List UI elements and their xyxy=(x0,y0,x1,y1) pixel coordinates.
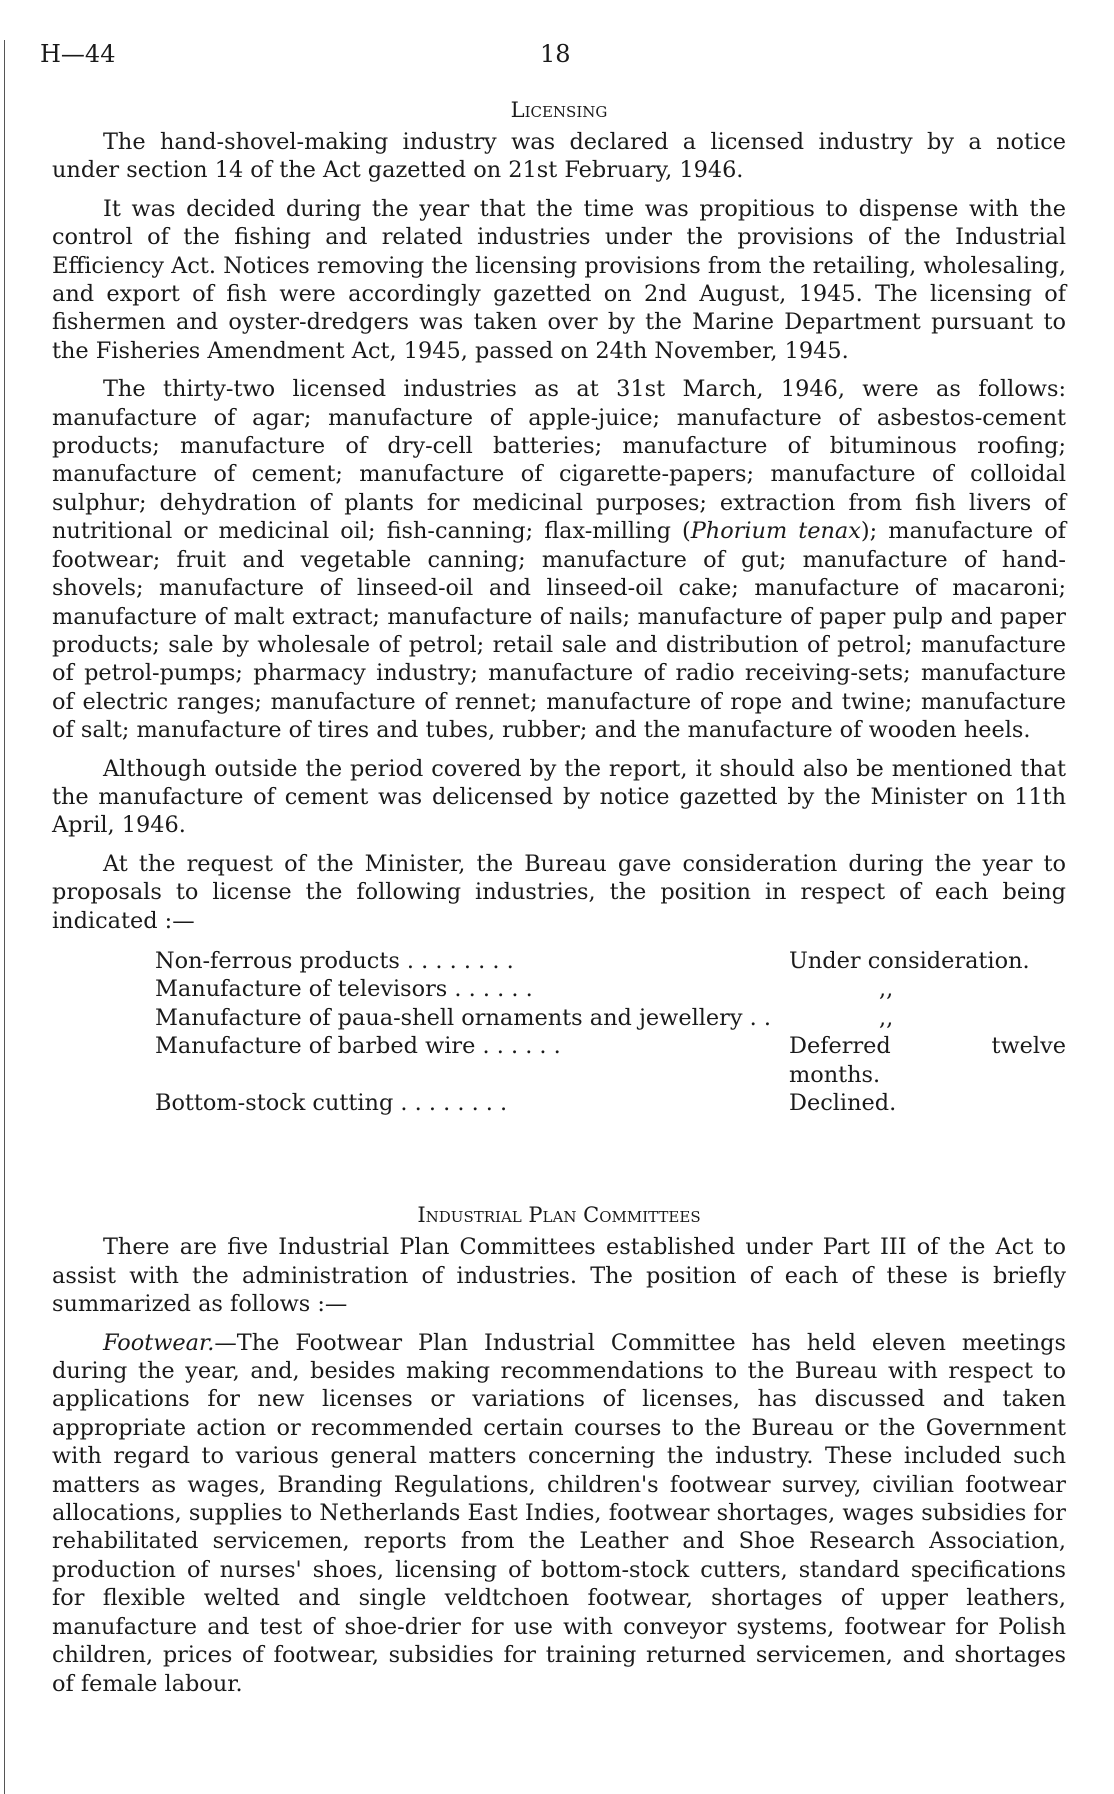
industry-status: Under consideration. xyxy=(789,947,1030,974)
licensing-paragraph-2: It was decided during the year that the time was propitious to dispense with the control of the fishing and related industries under the provisions of the Industrial Efficiency Act. Notices removing the licensing provisions from the retailing, wholesaling, and export of fish were accordingly gazetted on 2nd August, 1945. The licensing of fishermen and oyster-dredgers was taken over by the Marine Department pursuant to the Fisheries Amendment Act, 1945, passed on 24th November, 1945. xyxy=(52,195,1066,364)
body-text xyxy=(52,96,1066,1708)
scan-edge-line xyxy=(4,40,5,1794)
list-item xyxy=(52,1089,1066,1117)
industry-status: ,, xyxy=(879,1004,894,1031)
licensed-industries-text-a: The thirty-two licensed industries as at 31st March, 1946, were as follows: manufacture of agar; manufacture of apple-juice; manufacture of asbestos-cement products; manufacture of dry-cell batteries; manufacture of bituminous roofing; manufacture of cement; manufacture of cigarette-papers; manufacture of colloidal sulphur; dehydration of plants for medicinal purposes; extraction from fish livers of nutritional or medicinal oil; fish-canning; flax-milling ( xyxy=(52,376,1066,545)
industry-name: Manufacture of televisors . . . . . . xyxy=(155,976,533,1003)
industry-name: Non-ferrous products . . . . . . . . xyxy=(155,947,514,974)
industry-status: Declined. xyxy=(789,1090,897,1116)
industry-name: Bottom-stock cutting . . . . . . . . xyxy=(155,1090,508,1116)
licensing-paragraph-4: Although outside the period covered by the report, it should also be mentioned that the manufacture of cement was delicensed by notice gazetted by the Minister on 11th April, 1946. xyxy=(52,755,1066,839)
industry-status: Deferred twelve months. xyxy=(789,1033,1066,1088)
section-spacer xyxy=(52,1117,1066,1201)
ipc-heading: Industrial Plan Committees xyxy=(417,1203,701,1228)
industry-name: Manufacture of paua-shell ornaments and jewellery . . xyxy=(155,1004,771,1031)
licensing-heading: Licensing xyxy=(510,98,608,122)
ipc-paragraph-1: There are five Industrial Plan Committees established under Part III of the Act to assist with the administration of industries. The position of each of these is briefly summarized as follows :— xyxy=(52,1234,1066,1318)
footwear-paragraph xyxy=(52,1329,1066,1698)
industry-status: ,, xyxy=(879,976,894,1003)
industry-name: Manufacture of barbed wire . . . . . . xyxy=(155,1033,561,1060)
list-item xyxy=(52,975,1066,1003)
page-number: 18 xyxy=(540,40,571,68)
footwear-text: —The Footwear Plan Industrial Committee has held eleven meetings during the year, and, besides making recommendations to the Bureau with respect to applications for new licenses or variations of licenses, has discussed and taken appropriate action or recommended certain courses to the Bureau or the Government with regard to various general matters concerning the industry. These included such matters as wages, Branding Regulations, children's footwear survey, civilian footwear allocations, supplies to Netherlands East Indies, footwear shortages, wages subsidies for rehabilitated servicemen, reports from the Leather and Shoe Research Association, production of nurses' shoes, licensing of bottom-stock cutters, standard specifications for flexible welted and single veldtchoen footwear, shortages of upper leathers, manufacture and test of shoe-drier for use with conveyor systems, footwear for Polish children, prices of footwear, subsidies for training returned servicemen, and shortages of female labour. xyxy=(52,1329,1066,1697)
licensing-paragraph-5: At the request of the Minister, the Bureau gave consideration during the year to proposals to license the following industries, the position in respect of each being indicated :— xyxy=(52,850,1066,934)
list-item xyxy=(52,1004,1066,1032)
licensed-industries-text-b: ); manufacture of footwear; fruit and vegetable canning; manufacture of gut; manufacture of hand-shovels; manufacture of linseed-oil and linseed-oil cake; manufacture of macaroni; manufacture of malt extract; manufacture of nails; manufacture of paper pulp and paper products; sale by wholesale of petrol; retail sale and distribution of petrol; manufacture of petrol-pumps; pharmacy industry; manufacture of radio receiving-sets; manufacture of electric ranges; manufacture of rennet; manufacture of rope and twine; manufacture of salt; manufacture of tires and tubes, rubber; and the manufacture of wooden heels. xyxy=(52,518,1066,744)
footwear-label: Footwear. xyxy=(103,1329,215,1356)
licensing-paragraph-3 xyxy=(52,375,1066,744)
species-name: Phorium tenax xyxy=(690,518,861,545)
list-item xyxy=(52,1032,1066,1089)
document-code: H—44 xyxy=(40,40,116,68)
proposed-industries-list xyxy=(52,947,1066,1117)
licensing-paragraph-1: The hand-shovel-making industry was declared a licensed industry by a notice under section 14 of the Act gazetted on 21st February, 1946. xyxy=(52,129,1066,184)
list-item xyxy=(52,947,1066,975)
